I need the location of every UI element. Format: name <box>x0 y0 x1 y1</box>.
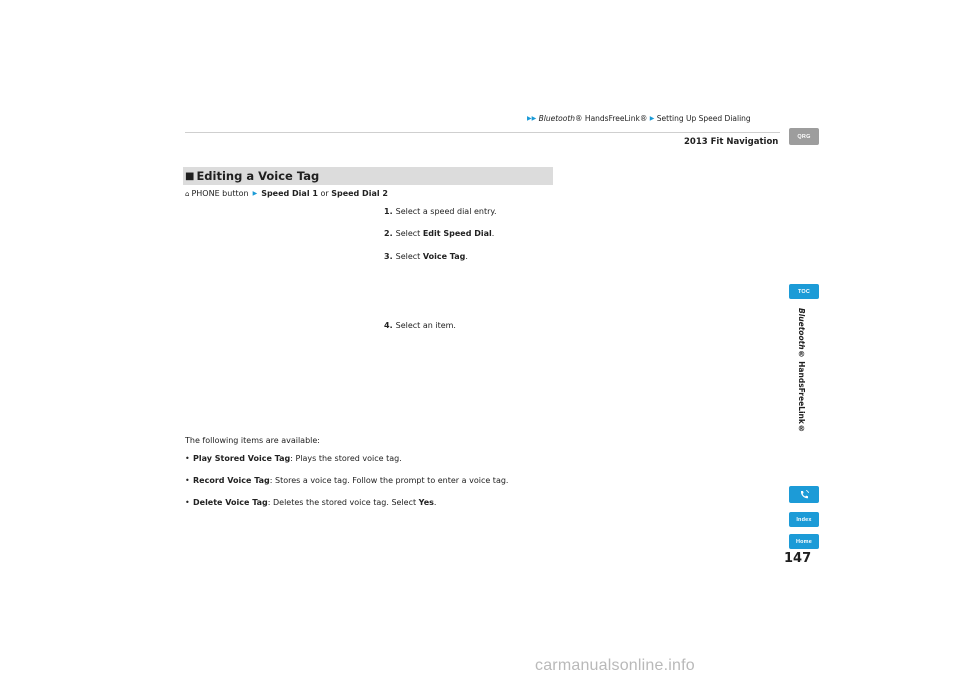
breadcrumb <box>527 113 751 125</box>
list-item: • Delete Voice Tag: Deletes the stored voice tag. Select Yes. <box>185 498 437 507</box>
menu-path-item-1: Speed Dial 1 <box>261 189 318 198</box>
list-item: • Record Voice Tag: Stores a voice tag. Follow the prompt to enter a voice tag. <box>185 476 509 485</box>
step-2: 2. Select Edit Speed Dial. <box>384 229 495 238</box>
toc-tab[interactable]: TOC <box>789 284 819 299</box>
step-1: 1. Select a speed dial entry. <box>384 207 497 216</box>
index-tab[interactable]: Index <box>789 512 819 527</box>
step-3: 3. Select Voice Tag. <box>384 252 468 261</box>
section-title: Editing a Voice Tag <box>196 169 320 183</box>
section-heading <box>183 167 553 185</box>
phone-tab[interactable] <box>789 486 819 503</box>
bullet-icon: • <box>185 498 190 507</box>
phone-icon <box>798 489 810 501</box>
home-icon: ⌂ <box>185 190 190 198</box>
intro-text: The following items are available: <box>185 436 320 445</box>
menu-path: ⌂ PHONE button ▶ Speed Dial 1 or Speed Dial 2 <box>185 189 388 198</box>
watermark-text: carmanualsonline.info <box>535 657 695 674</box>
home-tab[interactable]: Home <box>789 534 819 549</box>
header-divider <box>185 132 780 133</box>
qrg-tab[interactable]: QRG <box>789 128 819 145</box>
menu-path-item-2: Speed Dial 2 <box>331 189 388 198</box>
breadcrumb-section: Setting Up Speed Dialing <box>656 114 751 123</box>
breadcrumb-arrow-icon: ▶▶ <box>527 115 537 122</box>
breadcrumb-chapter-suffix[interactable]: ® HandsFreeLink® <box>575 114 648 123</box>
list-item: • Play Stored Voice Tag: Plays the stored voice tag. <box>185 454 402 463</box>
breadcrumb-chapter[interactable]: Bluetooth <box>538 114 576 123</box>
page-number: 147 <box>784 551 812 566</box>
bullet-icon: • <box>185 476 190 485</box>
breadcrumb-arrow-icon: ▶ <box>649 115 655 122</box>
bullet-icon: • <box>185 454 190 463</box>
side-chapter-label: Bluetooth® HandsFreeLink® <box>797 308 806 433</box>
document-title: 2013 Fit Navigation <box>684 137 779 147</box>
square-bullet-icon: ■ <box>185 170 195 182</box>
path-arrow-icon: ▶ <box>252 190 258 197</box>
step-4: 4. Select an item. <box>384 321 456 330</box>
